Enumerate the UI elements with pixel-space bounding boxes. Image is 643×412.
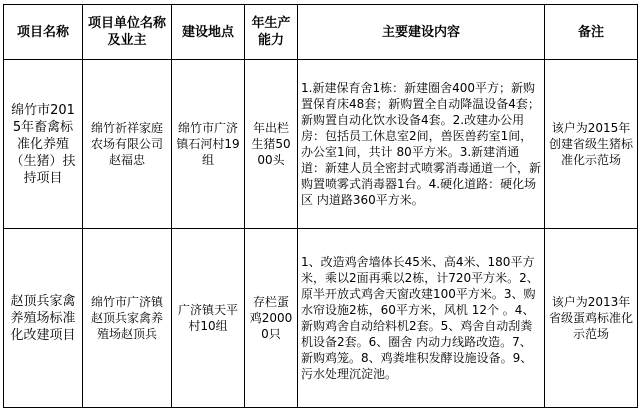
cell-project-name: 赵顶兵家禽养殖场标准化改建项目 <box>4 229 83 408</box>
cell-location: 绵竹市广济镇石河村19组 <box>172 60 245 229</box>
cell-note: 该户为2015年创建省级生猪标准化示范场 <box>545 60 638 229</box>
table-row <box>4 229 638 408</box>
project-table <box>3 4 638 408</box>
header-main-content: 主要建设内容 <box>298 5 545 60</box>
cell-project-name: 绵竹市2015年畜禽标准化养殖（生猪）扶持项目 <box>4 60 83 229</box>
header-note: 备注 <box>545 5 638 60</box>
table-row <box>4 60 638 229</box>
cell-main-content: 1.新建保育舍1栋：新建圈舍400平方；新购置保育床48套；新购置全自动降温设备4套；新购置自动化饮水设备4套。2.改建办公用房：包括员工休息室2间，兽医兽药室1间，办公室1间，共计 80平方米。3.新建消通道：新建人员全密封式喷雾消毒通道一个，新购置喷雾式消毒器1台。4.硬化道路：硬化场区 内道路360平方米。 <box>298 60 545 229</box>
cell-location: 广济镇天平村10组 <box>172 229 245 408</box>
cell-project-unit: 绵竹市广济镇赵顶兵家禽养殖场赵顶兵 <box>83 229 172 408</box>
cell-note: 该户为2013年省级蛋鸡标准化示范场 <box>545 229 638 408</box>
header-project-name: 项目名称 <box>4 5 83 60</box>
cell-main-content: 1、改造鸡舍墙体长45米、高4米、180平方米，乘以2面再乘以2栋，计720平方米。2、原半开放式鸡舍天窗改建100平方米。3、购水帘设施2栋，60平方米，风机 12个 。4、新购鸡舍自动给料机2套。5、鸡舍自动刮粪机设备2套。6、圈舍 内动力线路改造。7、新购鸡笼。8、鸡粪堆积发酵设施设备。9、污水处理沉淀池。 <box>298 229 545 408</box>
header-row <box>4 5 638 60</box>
project-table-container <box>3 4 638 408</box>
header-location: 建设地点 <box>172 5 245 60</box>
cell-project-unit: 绵竹祈祥家庭农场有限公司赵福忠 <box>83 60 172 229</box>
header-capacity: 年生产能力 <box>245 5 298 60</box>
cell-capacity: 年出栏生猪5000头 <box>245 60 298 229</box>
cell-capacity: 存栏蛋鸡20000只 <box>245 229 298 408</box>
header-project-unit: 项目单位名称及业主 <box>83 5 172 60</box>
